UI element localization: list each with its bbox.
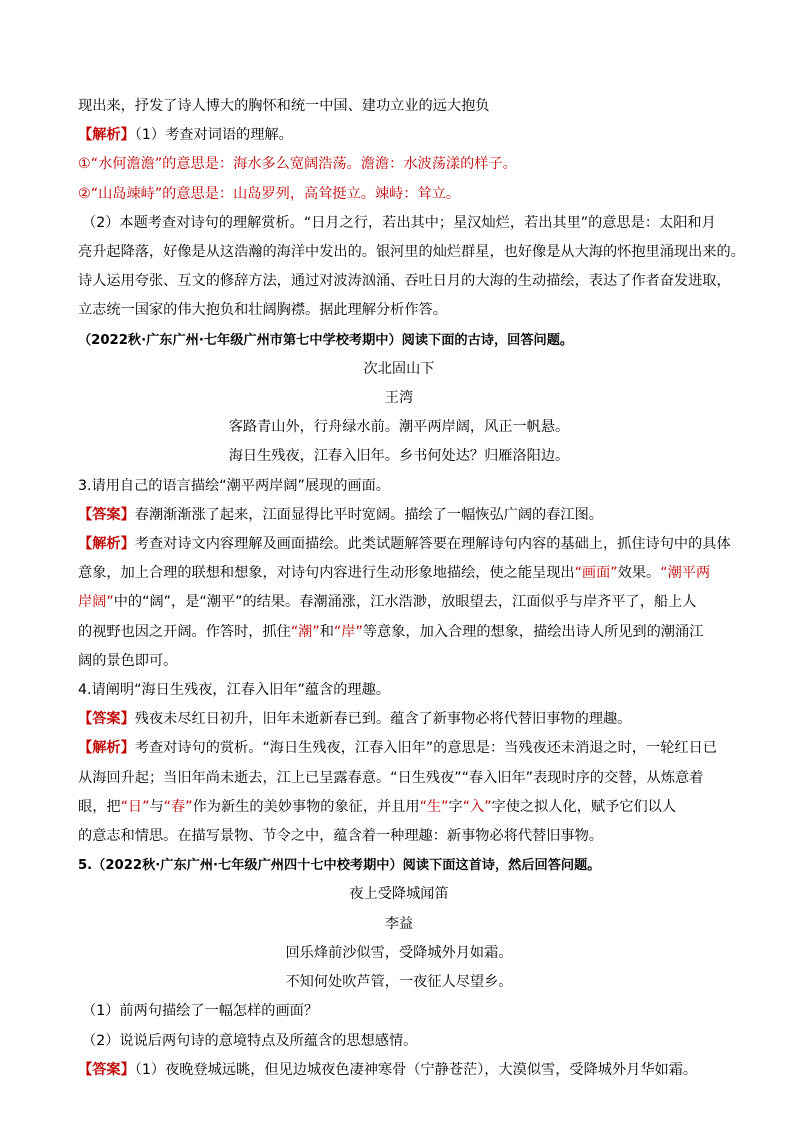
text-line <box>78 238 745 267</box>
text-segment: 考查对诗句的赏析。“海日生残夜，江春入旧年”的意思是：当残夜还未消退之时，一轮红日已 <box>134 740 717 757</box>
poem-line <box>78 384 720 413</box>
question-heading <box>78 326 720 355</box>
text-line <box>78 1027 720 1056</box>
text-segment: 李益 <box>384 915 414 932</box>
highlight-text: ①“水何澹澹”的意思是：海水多么宽阔浩荡。澹澹：水波荡漾的样子。 <box>78 156 517 173</box>
text-segment: 4.请阐明“海日生残夜，江春入旧年”蕴含的理趣。 <box>78 682 390 699</box>
text-segment: 眼，把 <box>78 798 121 815</box>
section-label: 【答案】 <box>78 506 135 523</box>
text-segment: 海日生残夜，江春入旧年。乡书何处达？归雁洛阳边。 <box>228 448 570 465</box>
text-segment: （2）说说后两句诗的意境特点及所蕴含的思想感情。 <box>82 1032 418 1049</box>
text-line <box>78 676 720 705</box>
poem-line <box>78 880 720 909</box>
highlight-text: “潮平两 <box>660 565 711 582</box>
text-segment: 作为新生的美妙事物的象征，并且用 <box>192 798 420 815</box>
text-line <box>78 559 720 588</box>
poem-line <box>78 968 720 997</box>
text-segment: 次北固山下 <box>363 360 435 377</box>
text-segment: （1）夜晚登城远眺，但见边城夜色凄神寒骨（宁静苍茫），大漠似雪，受降城外月华如霜。 <box>134 1061 698 1078</box>
text-line <box>78 647 720 676</box>
text-segment: 字使之拟人化，赋予它们以人 <box>491 798 677 815</box>
highlight-text: ②“山岛竦峙”的意思是：山岛罗列，高耸挺立。竦峙：耸立。 <box>78 185 461 202</box>
text-line <box>78 618 720 647</box>
highlight-text: “潮” <box>290 623 320 640</box>
text-line <box>78 705 720 734</box>
text-line <box>78 150 720 179</box>
text-segment: 夜上受降城闻笛 <box>349 886 449 903</box>
text-segment: 的意志和情思。在描写景物、节令之中，蕴含着一种理趣：新事物必将代替旧事物。 <box>78 828 603 845</box>
poem-line <box>78 910 720 939</box>
text-segment: 3.请用自己的语言描绘“潮平两岸阔”展现的画面。 <box>78 477 390 494</box>
text-line <box>78 793 720 822</box>
document-body <box>78 92 745 1085</box>
text-segment: 意象，加上合理的联想和想象，对诗句内容进行生动形象地描绘，使之能呈现出 <box>78 565 575 582</box>
text-segment: 阔的景色即可。 <box>78 652 178 669</box>
text-segment: 从海回升起；当旧年尚未逝去，江上已呈露春意。“日生残夜”“春入旧年”表现时序的交替，从炼意着 <box>78 769 704 786</box>
text-segment: 字 <box>448 798 463 815</box>
text-segment: 残夜未尽红日初升，旧年未逝新春已到。蕴含了新事物必将代替旧事物的理趣。 <box>134 711 632 728</box>
text-segment: （2）本题考查对诗句的理解赏析。“日月之行，若出其中；星汉灿烂，若出其里”的意思是：太阳和月 <box>82 214 716 231</box>
text-segment: 5.（2022秋·广东广州·七年级广州四十七中校考期中）阅读下面这首诗，然后回答问题。 <box>78 858 601 874</box>
highlight-text: “春” <box>163 798 193 815</box>
text-segment: 亮升起降落，好像是从这浩瀚的海洋中发出的。银河里的灿烂群星，也好像是从大海的怀抱里涌现出来的。 <box>78 244 745 261</box>
text-line <box>78 764 720 793</box>
text-segment: （1）前两句描绘了一幅怎样的画面？ <box>82 1003 319 1020</box>
highlight-text: “画面” <box>574 565 618 582</box>
question-heading <box>78 851 720 880</box>
text-segment: 诗人运用夸张、互文的修辞方法，通过对波涛汹涌、吞吐日月的大海的生动描绘，表达了作者奋发进取， <box>78 273 731 290</box>
text-line <box>78 822 720 851</box>
poem-line <box>78 413 720 442</box>
text-segment: 春潮渐渐涨了起来，江面显得比平时宽阔。描绘了一幅恢弘广阔的春江图。 <box>134 506 603 523</box>
text-line <box>78 997 720 1026</box>
text-line <box>78 530 731 559</box>
text-segment: 等意象，加入合理的想象，描绘出诗人所见到的潮涌江 <box>362 623 704 640</box>
section-label: 【答案】 <box>78 1061 135 1078</box>
text-line <box>78 92 720 121</box>
poem-line <box>78 442 720 471</box>
section-label: 【解析】 <box>78 740 135 757</box>
section-label: 【解析】 <box>78 536 135 553</box>
text-line <box>78 734 720 763</box>
text-segment: 现出来，抒发了诗人博大的胸怀和统一中国、建功立业的远大抱负 <box>78 98 490 114</box>
highlight-text: “日” <box>120 798 150 815</box>
text-segment: 效果。 <box>617 565 661 582</box>
section-label: 【解析】 <box>78 127 135 144</box>
text-segment: 立志统一国家的伟大抱负和壮阔胸襟。据此理解分析作答。 <box>78 302 447 319</box>
text-line <box>78 180 720 209</box>
poem-line <box>78 355 720 384</box>
text-segment: （2022秋·广东广州·七年级广州市第七中学校考期中）阅读下面的古诗，回答问题。 <box>78 332 574 348</box>
text-line <box>78 501 720 530</box>
text-line <box>78 472 720 501</box>
text-segment: 与 <box>149 798 164 815</box>
text-segment: 中的“阔”，是“潮平”的结果。春潮涌涨，江水浩渺，放眼望去，江面似乎与岸齐平了，船上人 <box>113 594 697 611</box>
highlight-text: “生” <box>419 798 449 815</box>
text-line <box>78 267 731 296</box>
text-segment: 回乐烽前沙似雪，受降城外月如霜。 <box>285 944 513 961</box>
text-line <box>78 296 720 325</box>
text-segment: 王湾 <box>384 390 414 407</box>
text-line <box>78 121 720 150</box>
text-line <box>78 588 720 617</box>
highlight-text: “入” <box>462 798 492 815</box>
highlight-text: 岸阔” <box>78 594 114 611</box>
text-line <box>78 209 720 238</box>
text-line <box>78 1056 720 1085</box>
text-segment: 考查对诗文内容理解及画面描绘。此类试题解答要在理解诗句内容的基础上，抓住诗句中的具体 <box>134 536 731 553</box>
section-label: 【答案】 <box>78 711 135 728</box>
text-segment: 不知何处吹芦管，一夜征人尽望乡。 <box>285 974 513 991</box>
text-segment: 客路青山外，行舟绿水前。潮平两岸阔，风正一帆悬。 <box>228 419 570 436</box>
text-segment: （1）考查对词语的理解。 <box>134 127 293 144</box>
text-segment: 的视野也因之开阔。作答时，抓住 <box>78 623 291 640</box>
highlight-text: “岸” <box>333 623 363 640</box>
text-segment: 和 <box>319 623 334 640</box>
poem-line <box>78 939 720 968</box>
